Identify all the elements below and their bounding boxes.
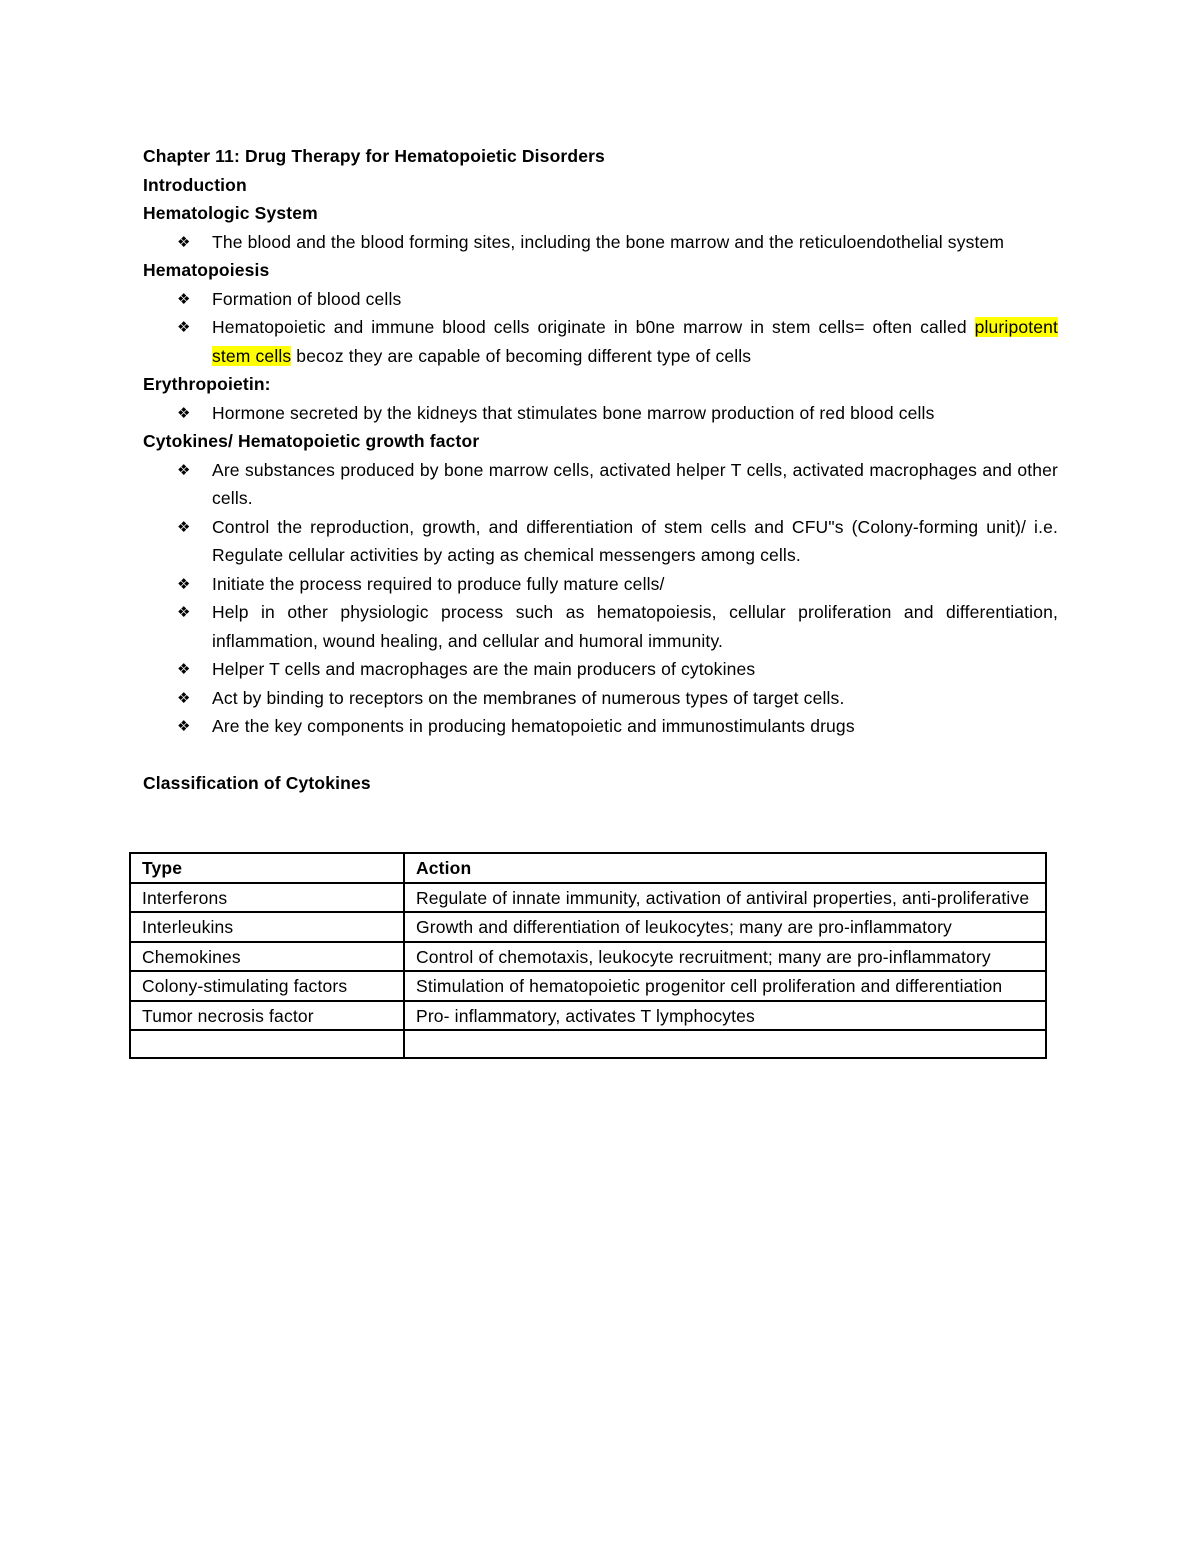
table-header-row: [130, 853, 1046, 883]
bullet-text: Help in other physiologic process such as hematopoiesis, cellular proliferation and differentiation, inflammation, wound healing, and cellular and humoral immunity.: [212, 602, 1058, 651]
document-body: [143, 142, 1058, 798]
bullet-list: [143, 228, 1058, 257]
section-heading: Hematologic System: [143, 203, 318, 223]
bullet-text: Initiate the process required to produce fully mature cells/: [212, 573, 665, 594]
bullet-item: [143, 513, 1058, 570]
bullet-item: [143, 570, 1058, 599]
table-cell-type: Tumor necrosis factor: [130, 1001, 404, 1031]
diamond-bullet-icon: ❖: [177, 574, 191, 593]
sections: [143, 199, 1058, 741]
table-cell-action: Stimulation of hematopoietic progenitor cell proliferation and differentiation: [404, 971, 1046, 1001]
table-row: [130, 1030, 1046, 1058]
table-cell-type: Chemokines: [130, 942, 404, 972]
diamond-bullet-icon: ❖: [177, 403, 191, 422]
table-body: [130, 883, 1046, 1059]
highlighted-text: pluripotent stem cells: [212, 317, 1058, 366]
table-cell-action: Pro- inflammatory, activates T lymphocytes: [404, 1001, 1046, 1031]
table-row: [130, 942, 1046, 972]
table-cell-action: [404, 1030, 1046, 1058]
diamond-bullet-icon: ❖: [177, 289, 191, 308]
diamond-bullet-icon: ❖: [177, 603, 191, 621]
bullet-item: [143, 313, 1058, 370]
diamond-bullet-icon: ❖: [177, 232, 191, 251]
table-cell-type: Interleukins: [130, 912, 404, 942]
bullet-item: [143, 456, 1058, 513]
diamond-bullet-icon: ❖: [177, 717, 191, 735]
bullet-item: [143, 399, 1058, 428]
table-header-action: Action: [404, 853, 1046, 883]
table-row: [130, 883, 1046, 913]
diamond-bullet-icon: ❖: [177, 318, 191, 336]
bullet-item: [143, 655, 1058, 684]
bullet-text: Formation of blood cells: [212, 288, 402, 309]
table-cell-type: Colony-stimulating factors: [130, 971, 404, 1001]
chapter-title: Chapter 11: Drug Therapy for Hematopoietic Disorders: [143, 146, 605, 166]
bullet-list: [143, 285, 1058, 371]
bullet-text: The blood and the blood forming sites, including the bone marrow and the reticuloendothelial system: [212, 231, 1005, 252]
diamond-bullet-icon: ❖: [177, 460, 191, 479]
diamond-bullet-icon: ❖: [177, 517, 191, 536]
bullet-text: Are the key components in producing hematopoietic and immunostimulants drugs: [212, 716, 855, 736]
diamond-bullet-icon: ❖: [177, 688, 191, 707]
bullet-text: Helper T cells and macrophages are the main producers of cytokines: [212, 659, 756, 679]
table-cell-action: Growth and differentiation of leukocytes; many are pro-inflammatory: [404, 912, 1046, 942]
table-cell-type: [130, 1030, 404, 1058]
bullet-list: [143, 456, 1058, 741]
bullet-item: [143, 712, 1058, 741]
intro-heading: Introduction: [143, 174, 247, 195]
table-cell-type: Interferons: [130, 883, 404, 913]
bullet-item: [143, 598, 1058, 655]
bullet-item: [143, 684, 1058, 713]
section-heading: Cytokines/ Hematopoietic growth factor: [143, 431, 480, 451]
table-header-type: Type: [130, 853, 404, 883]
bullet-text: becoz they are capable of becoming different type of cells: [291, 345, 752, 366]
bullet-text: Control the reproduction, growth, and differentiation of stem cells and CFU"s (Colony-forming unit)/ i.e. Regulate cellular activities by acting as chemical messengers among cells.: [212, 516, 1058, 565]
bullet-text: Act by binding to receptors on the membranes of numerous types of target cells.: [212, 687, 845, 708]
table-row: [130, 1001, 1046, 1031]
bullet-text: Hematopoietic and immune blood cells originate in b0ne marrow in stem cells= often called: [212, 317, 975, 337]
classification-heading: Classification of Cytokines: [143, 773, 371, 793]
table-cell-action: Regulate of innate immunity, activation of antiviral properties, anti-proliferative: [404, 883, 1046, 913]
section-heading: Erythropoietin:: [143, 374, 271, 394]
table-row: [130, 971, 1046, 1001]
section-heading: Hematopoiesis: [143, 260, 270, 280]
table-row: [130, 912, 1046, 942]
table-cell-action: Control of chemotaxis, leukocyte recruitment; many are pro-inflammatory: [404, 942, 1046, 972]
bullet-list: [143, 399, 1058, 428]
bullet-item: [143, 285, 1058, 314]
blank-line: [143, 741, 1058, 770]
bullet-text: Are substances produced by bone marrow cells, activated helper T cells, activated macrophages and other cells.: [212, 459, 1058, 508]
bullet-text: Hormone secreted by the kidneys that stimulates bone marrow production of red blood cells: [212, 402, 935, 423]
bullet-item: [143, 228, 1058, 257]
diamond-bullet-icon: ❖: [177, 660, 191, 678]
cytokine-classification-table: [129, 852, 1047, 1059]
